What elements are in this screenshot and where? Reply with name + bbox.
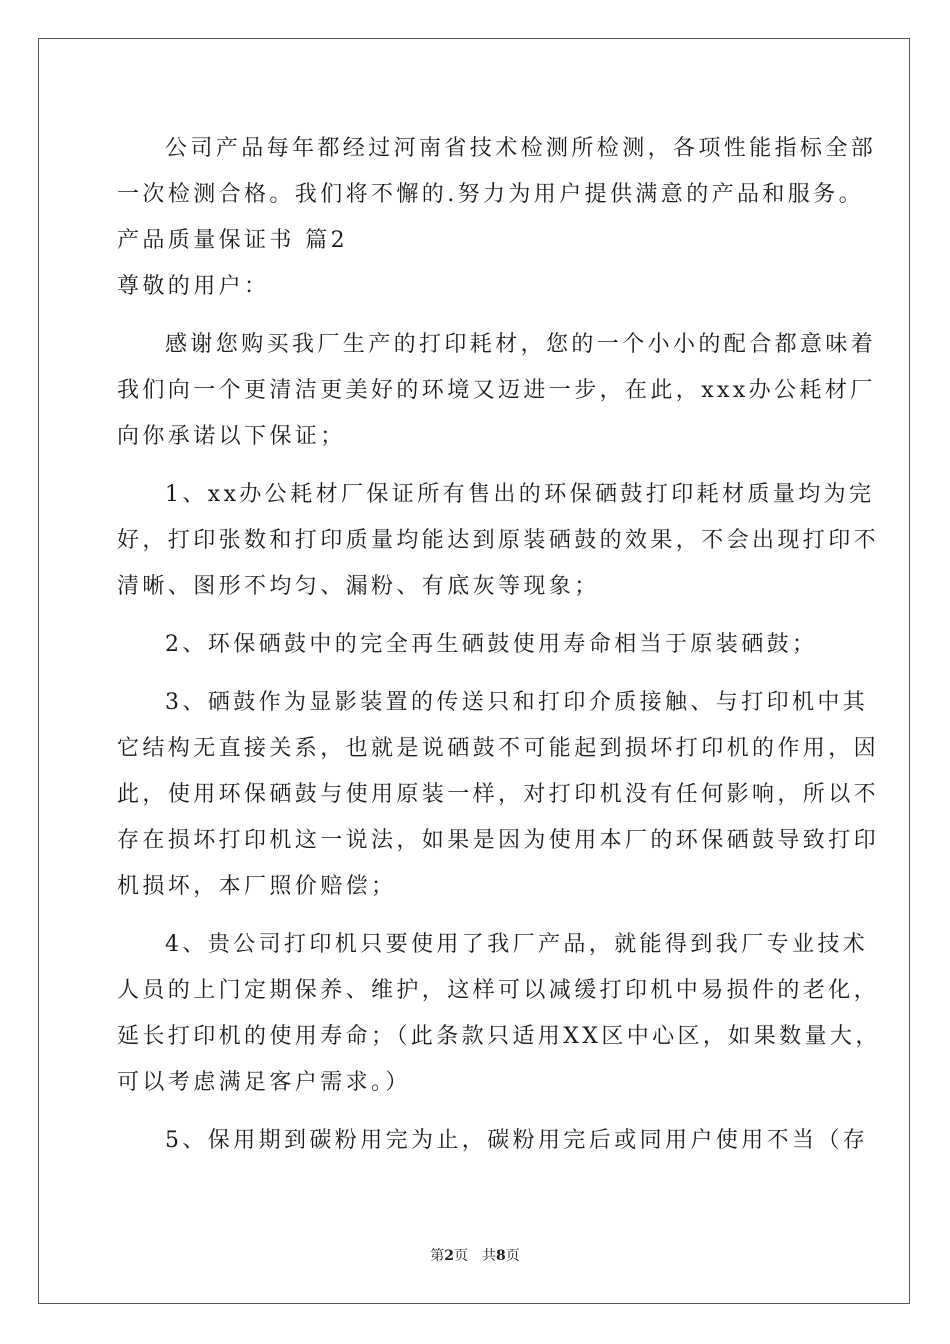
paragraph-line: 延长打印机的使用寿命；（此条款只适用XX区中心区，如果数量大， bbox=[117, 1024, 881, 1049]
paragraph-line: 一次检测合格。我们将不懈的.努力为用户提供满意的产品和服务。 bbox=[117, 182, 864, 207]
paragraph-line: 4、贵公司打印机只要使用了我厂产品，就能得到我厂专业技术 bbox=[165, 932, 869, 957]
paragraph-line: 1、xx办公耗材厂保证所有售出的环保硒鼓打印耗材质量均为完 bbox=[165, 482, 875, 507]
section-heading: 产品质量保证书 篇2 bbox=[117, 228, 348, 253]
paragraph-line: 可以考虑满足客户需求。） bbox=[117, 1070, 411, 1095]
page-mid: 页 共 bbox=[454, 1248, 496, 1264]
paragraph-line: 5、保用期到碳粉用完为止，碳粉用完后或同用户使用不当（存 bbox=[165, 1128, 869, 1153]
page-prefix: 第 bbox=[430, 1248, 445, 1264]
paragraph-line: 存在损坏打印机这一说法，如果是因为使用本厂的环保硒鼓导致打印 bbox=[117, 828, 880, 853]
page-number: 2 bbox=[444, 1248, 454, 1264]
paragraph-line: 清晰、图形不均匀、漏粉、有底灰等现象； bbox=[117, 574, 600, 599]
salutation: 尊敬的用户： bbox=[117, 274, 270, 299]
paragraph-line: 公司产品每年都经过河南省技术检测所检测，各项性能指标全部 bbox=[165, 136, 877, 161]
paragraph-line: 感谢您购买我厂生产的打印耗材，您的一个小小的配合都意味着 bbox=[165, 332, 877, 357]
paragraph-line: 它结构无直接关系，也就是说硒鼓不可能起到损坏打印机的作用，因 bbox=[117, 736, 880, 761]
paragraph-line: 向你承诺以下保证； bbox=[117, 424, 346, 449]
paragraph-line: 此，使用环保硒鼓与使用原装一样，对打印机没有任何影响，所以不 bbox=[117, 782, 880, 807]
paragraph-line: 好，打印张数和打印质量均能达到原装硒鼓的效果，不会出现打印不 bbox=[117, 528, 880, 553]
paragraph-line: 2、环保硒鼓中的完全再生硒鼓使用寿命相当于原装硒鼓； bbox=[165, 632, 818, 657]
paragraph-line: 3、硒鼓作为显影装置的传送只和打印介质接触、与打印机中其 bbox=[165, 690, 869, 715]
document-body bbox=[117, 126, 881, 1164]
page-suffix: 页 bbox=[505, 1248, 520, 1264]
paragraph-line: 我们向一个更清洁更美好的环境又迈进一步，在此，xxx办公耗材厂 bbox=[117, 378, 876, 403]
paragraph-line: 人员的上门定期保养、维护，这样可以减缓打印机中易损件的老化， bbox=[117, 978, 880, 1003]
page-footer bbox=[0, 1245, 950, 1265]
paragraph-line: 机损坏，本厂照价赔偿； bbox=[117, 874, 397, 899]
page-total: 8 bbox=[496, 1248, 506, 1264]
